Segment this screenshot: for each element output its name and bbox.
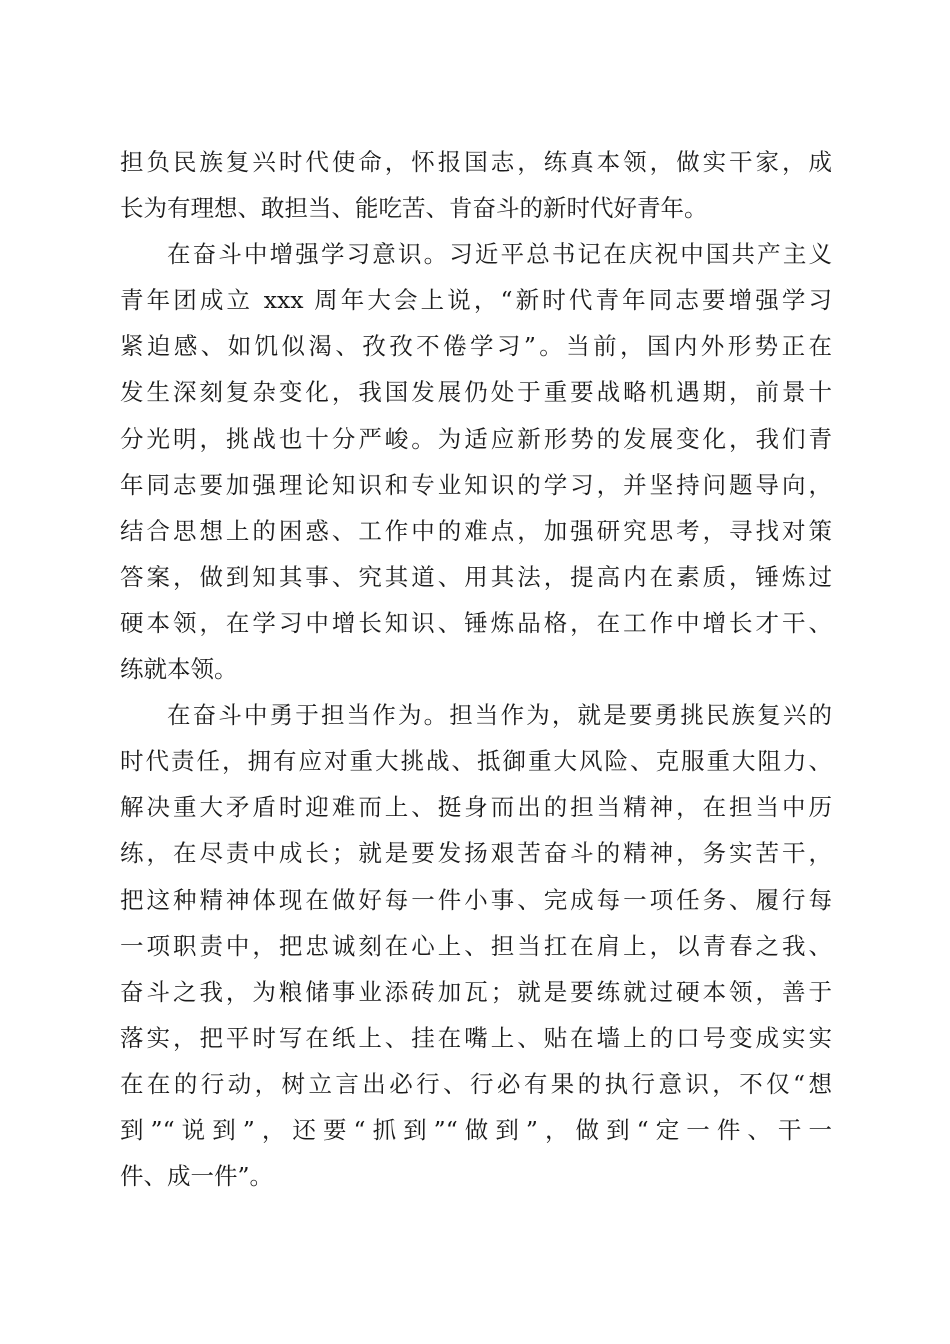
- text-line: 练就本领。: [120, 655, 238, 684]
- text-line: 年同志要加强理论知识和专业知识的学习，并坚持问题导向，: [120, 470, 832, 499]
- text-line: 分光明，挑战也十分严峻。为适应新形势的发展变化，我们青: [120, 424, 832, 453]
- text-line: 落实，把平时写在纸上、挂在嘴上、贴在墙上的口号变成实实: [120, 1023, 832, 1052]
- text-line: 在在的行动，树立言出必行、行必有果的执行意识，不仅“想: [120, 1069, 832, 1098]
- paragraph-continuation: [120, 139, 832, 231]
- text-line: 在奋斗中勇于担当作为。担当作为，就是要勇挑民族复兴的: [167, 701, 832, 730]
- text-line: 一项职责中，把忠诚刻在心上、担当扛在肩上，以青春之我、: [120, 931, 832, 960]
- text-line: 长为有理想、敢担当、能吃苦、肯奋斗的新时代好青年。: [120, 194, 708, 223]
- text-line: 练，在尽责中成长；就是要发扬艰苦奋斗的精神，务实苦干，: [120, 839, 832, 868]
- text-line: 件、成一件”。: [120, 1162, 274, 1191]
- text-line: 把这种精神体现在做好每一件小事、完成每一项任务、履行每: [120, 885, 832, 914]
- text-line: 结合思想上的困惑、工作中的难点，加强研究思考，寻找对策: [120, 516, 832, 545]
- document-body: [120, 139, 832, 1199]
- text-line: 紧迫感、如饥似渴、孜孜不倦学习”。当前，国内外形势正在: [120, 332, 832, 361]
- text-line: 发生深刻复杂变化，我国发展仍处于重要战略机遇期，前景十: [120, 378, 832, 407]
- text-line: 奋斗之我，为粮储事业添砖加瓦；就是要练就过硬本领，善于: [120, 977, 832, 1006]
- text-line: 担负民族复兴时代使命，怀报国志，练真本领，做实干家，成: [120, 148, 832, 176]
- text-line: 解决重大矛盾时迎难而上、挺身而出的担当精神，在担当中历: [120, 793, 832, 822]
- paragraph-responsibility: [120, 692, 832, 1199]
- text-line: 时代责任，拥有应对重大挑战、抵御重大风险、克服重大阻力、: [120, 747, 832, 776]
- text-line: 青年团成立 xxx 周年大会上说，“新时代青年同志要增强学习: [120, 286, 832, 315]
- text-line: 答案，做到知其事、究其道、用其法，提高内在素质，锤炼过: [120, 562, 832, 591]
- text-line: 到”“说到”，还要“抓到”“做到”，做到“定一件、干一: [120, 1115, 832, 1144]
- text-line: 在奋斗中增强学习意识。习近平总书记在庆祝中国共产主义: [167, 240, 832, 269]
- text-line: 硬本领，在学习中增长知识、锤炼品格，在工作中增长才干、: [120, 608, 832, 637]
- paragraph-study-awareness: [120, 231, 832, 692]
